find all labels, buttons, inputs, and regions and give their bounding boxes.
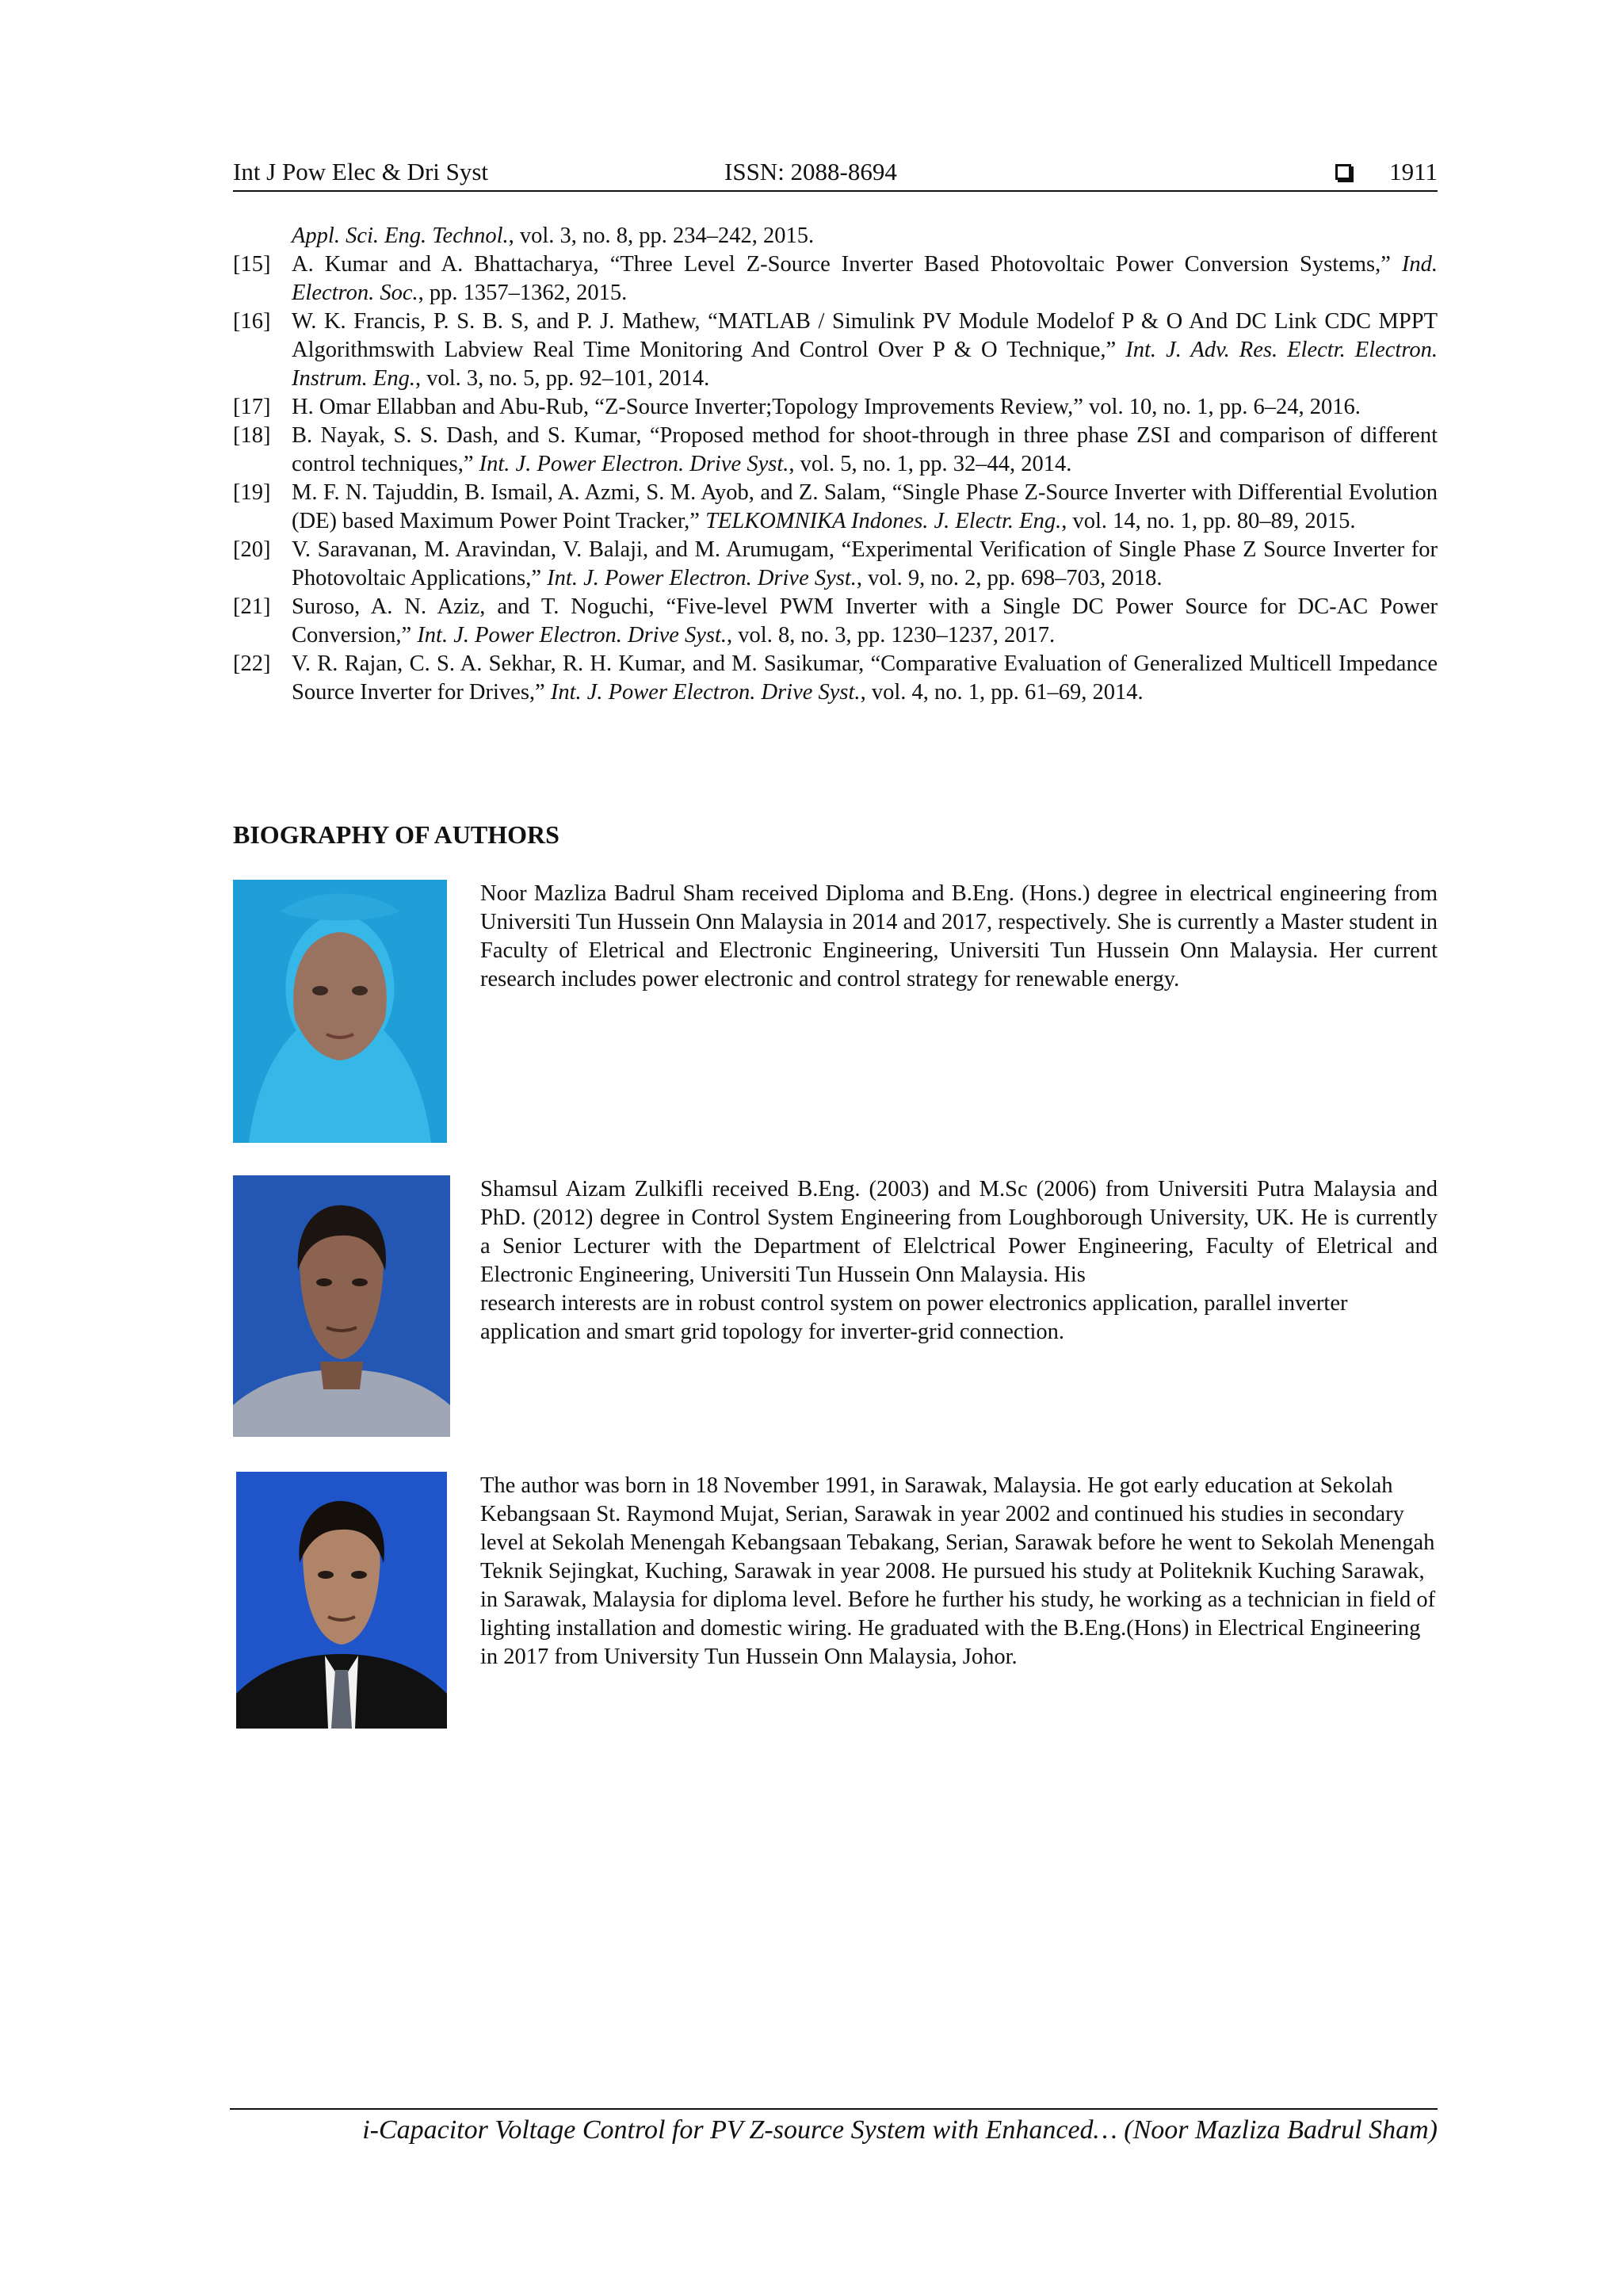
reference-segment: A. Kumar and A. Bhattacharya, “Three Level Z-Source Inverter Based Photovoltaic Power Conversion Systems,” (292, 252, 1402, 277)
author-bio-1: Noor Mazliza Badrul Sham received Diploma and B.Eng. (Hons.) degree in electrical engineering from Universiti Tun Hussein Onn Malaysia in 2014 and 2017, respectively. She is currently a Master student in Faculty of Eletrical and Electronic Engineering, Universiti Tun Hussein Onn Malaysia. Her current research includes power electronic and control strategy for renewable energy. (480, 881, 1438, 991)
reference-text (292, 593, 1438, 650)
author-bio-3: The author was born in 18 November 1991, in Sarawak, Malaysia. He got early education at Sekolah Kebangsaan St. Raymond Mujat, Serian, Sarawak in year 2002 and continued his studies in secondary level at Sekolah Menengah Kebangsaan Tebakang, Serian, Sarawak before he went to Sekolah Menengah Teknik Sejingkat, Kuching, Sarawak in year 2008. He pursued his study at Politeknik Kuching Sarawak, in Sarawak, Malaysia for diploma level. Before he further his study, he working as a technician in field of lighting installation and domestic wiring. He graduated with the B.Eng.(Hons) in Electrical Engineering in 2017 from University Tun Hussein Onn Malaysia, Johor. (480, 1473, 1436, 1669)
reference-text (292, 422, 1438, 479)
header-rule (233, 190, 1438, 192)
page-number-group (1335, 154, 1438, 190)
reference-text (292, 250, 1438, 308)
reference-segment: B. Nayak, S. S. Dash, and S. Kumar, “Proposed method for shoot-through in three phase ZSI and comparison of different control techniques,” (292, 423, 1438, 476)
reference-journal: Int. J. Power Electron. Drive Syst. (547, 566, 857, 590)
square-bullet-icon (1335, 164, 1351, 180)
author-bio-2 (480, 1175, 1438, 1347)
reference-item (233, 593, 1438, 650)
reference-number: [17] (233, 395, 271, 419)
reference-journal: Ind. Electron. Soc. (292, 252, 1438, 305)
running-head (233, 154, 1438, 190)
reference-text (292, 479, 1438, 536)
reference-segment: H. Omar Ellabban and Abu-Rub, “Z-Source Inverter;Topology Improvements Review,” vol. 10, no. 1, pp. 6–24, 2016. (292, 395, 1361, 419)
author-bio-2-line-1: Shamsul Aizam Zulkifli received B.Eng. (2003) and M.Sc (2006) from Universiti Putra Malaysia and PhD. (2012) degree in Control System Engineering from Loughborough University, UK. He is currently a Senior Lecturer with the Department of Elelctrical Power Engineering, Faculty of Eletrical and Electronic Engineering, Universiti Tun Hussein Onn Malaysia. His (480, 1177, 1438, 1287)
author-photo-2-image (233, 1175, 450, 1437)
reference-number: [18] (233, 423, 271, 448)
reference-journal: Appl. Sci. Eng. Technol. (292, 223, 509, 248)
reference-number: [21] (233, 594, 271, 619)
reference-list (233, 222, 1438, 707)
journal-name: Int J Pow Elec & Dri Syst (233, 158, 489, 185)
reference-item (233, 422, 1438, 479)
author-photo-3-image (236, 1472, 447, 1729)
reference-segment: , vol. 4, no. 1, pp. 61–69, 2014. (860, 680, 1144, 705)
reference-segment: , vol. 3, no. 5, pp. 92–101, 2014. (414, 366, 710, 391)
reference-segment: V. R. Rajan, C. S. A. Sekhar, R. H. Kumar, and M. Sasikumar, “Comparative Evaluation of Generalized Multicell Impedance Source Inverter for Drives,” (292, 651, 1438, 705)
author-photo-1 (233, 880, 447, 1143)
reference-text (292, 393, 1438, 422)
reference-segment: , vol. 14, no. 1, pp. 80–89, 2015. (1061, 509, 1356, 533)
reference-segment: , vol. 3, no. 8, pp. 234–242, 2015. (508, 223, 815, 248)
running-footer: i-Capacitor Voltage Control for PV Z-source System with Enhanced… (Noor Mazliza Badrul Sham) (362, 2115, 1438, 2145)
reference-number: [20] (233, 537, 271, 562)
issn: ISSN: 2088-8694 (724, 158, 897, 185)
reference-journal: Int. J. Power Electron. Drive Syst. (550, 680, 861, 705)
reference-number: [19] (233, 480, 271, 505)
reference-segment: Suroso, A. N. Aziz, and T. Noguchi, “Five-level PWM Inverter with a Single DC Power Source for DC-AC Power Conversion,” (292, 594, 1438, 648)
footer-rule (230, 2108, 1438, 2110)
reference-number: [22] (233, 651, 271, 676)
reference-item (233, 536, 1438, 593)
reference-segment: V. Saravanan, M. Aravindan, V. Balaji, and M. Arumugam, “Experimental Verification of Single Phase Z Source Inverter for Photovoltaic Applications,” (292, 537, 1438, 590)
reference-number: [16] (233, 309, 271, 334)
reference-item (233, 393, 1438, 422)
reference-segment: , vol. 5, no. 1, pp. 32–44, 2014. (789, 452, 1072, 476)
author-photo-3 (236, 1472, 447, 1729)
reference-item (233, 479, 1438, 536)
page-number: 1911 (1389, 158, 1438, 185)
reference-segment: W. K. Francis, P. S. B. S, and P. J. Mathew, “MATLAB / Simulink PV Module Modelof P & O And DC Link CDC MPPT Algorithmswith Labview Real Time Monitoring And Control Over P & O Technique,” (292, 309, 1438, 362)
reference-number: [15] (233, 252, 271, 277)
author-bio-2-line-2: research interests are in robust control system on power electronics application, parallel inverter application and smart grid topology for inverter-grid connection. (480, 1291, 1348, 1344)
reference-item (233, 308, 1438, 393)
reference-journal: Int. J. Power Electron. Drive Syst. (417, 623, 727, 648)
reference-item (233, 650, 1438, 707)
reference-text (292, 308, 1438, 393)
reference-text (292, 536, 1438, 593)
reference-text (233, 222, 1438, 250)
reference-segment: , pp. 1357–1362, 2015. (418, 281, 628, 305)
reference-segment: , vol. 8, no. 3, pp. 1230–1237, 2017. (727, 623, 1056, 648)
reference-journal: Int. J. Adv. Res. Electr. Electron. Instrum. Eng. (292, 338, 1438, 391)
biography-heading: BIOGRAPHY OF AUTHORS (233, 820, 559, 849)
author-photo-2 (233, 1175, 450, 1437)
reference-segment: , vol. 9, no. 2, pp. 698–703, 2018. (856, 566, 1163, 590)
reference-item (233, 250, 1438, 308)
author-photo-1-image (233, 880, 447, 1143)
reference-item (233, 222, 1438, 250)
reference-journal: TELKOMNIKA Indones. J. Electr. Eng. (705, 509, 1062, 533)
reference-segment: M. F. N. Tajuddin, B. Ismail, A. Azmi, S. M. Ayob, and Z. Salam, “Single Phase Z-Source Inverter with Differential Evolution (DE) based Maximum Power Point Tracker,” (292, 480, 1438, 533)
reference-journal: Int. J. Power Electron. Drive Syst. (479, 452, 789, 476)
reference-text (292, 650, 1438, 707)
